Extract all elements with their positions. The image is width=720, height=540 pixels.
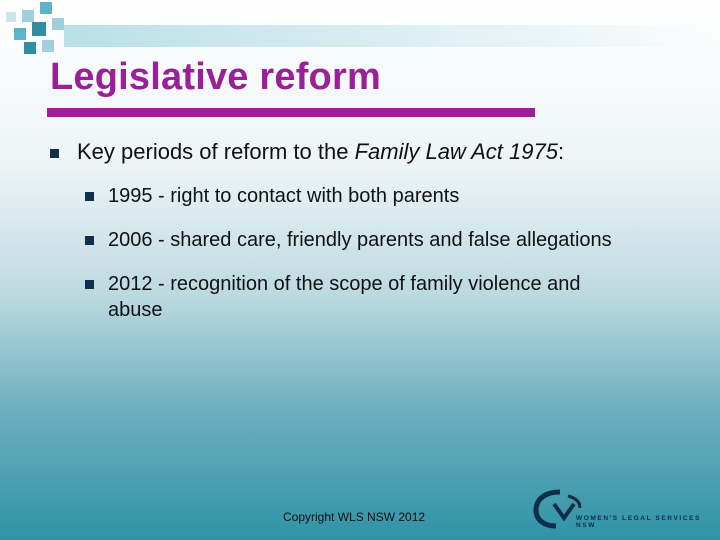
- main-point: [77, 139, 564, 165]
- slide-title: Legislative reform: [50, 56, 381, 98]
- main-point-prefix: Key periods of reform to the: [77, 139, 355, 164]
- sub-bullet-icon: [85, 192, 94, 201]
- copyright-footer: Copyright WLS NSW 2012: [283, 510, 426, 524]
- sub-bullet-icon: [85, 236, 94, 245]
- sub-point: [108, 227, 612, 253]
- sub-point-line1: 2012 - recognition of the scope of family violence and: [108, 273, 581, 295]
- sub-point-line2: abuse: [108, 299, 163, 321]
- sub-point-line1: 1995 - right to contact with both parents: [108, 185, 460, 207]
- act-name: Family Law Act 1975: [354, 139, 558, 164]
- sub-point-line1: 2006 - shared care, friendly parents and false allegations: [108, 229, 612, 251]
- sub-point: [108, 183, 459, 209]
- sub-point: [108, 271, 581, 323]
- header-decoration: [0, 0, 720, 60]
- logo-wordmark: WOMEN'S LEGAL SERVICES NSW: [576, 515, 701, 529]
- title-underline: [47, 108, 535, 117]
- main-point-suffix: :: [557, 139, 565, 164]
- main-bullet-icon: [50, 149, 59, 158]
- sub-bullet-icon: [85, 280, 94, 289]
